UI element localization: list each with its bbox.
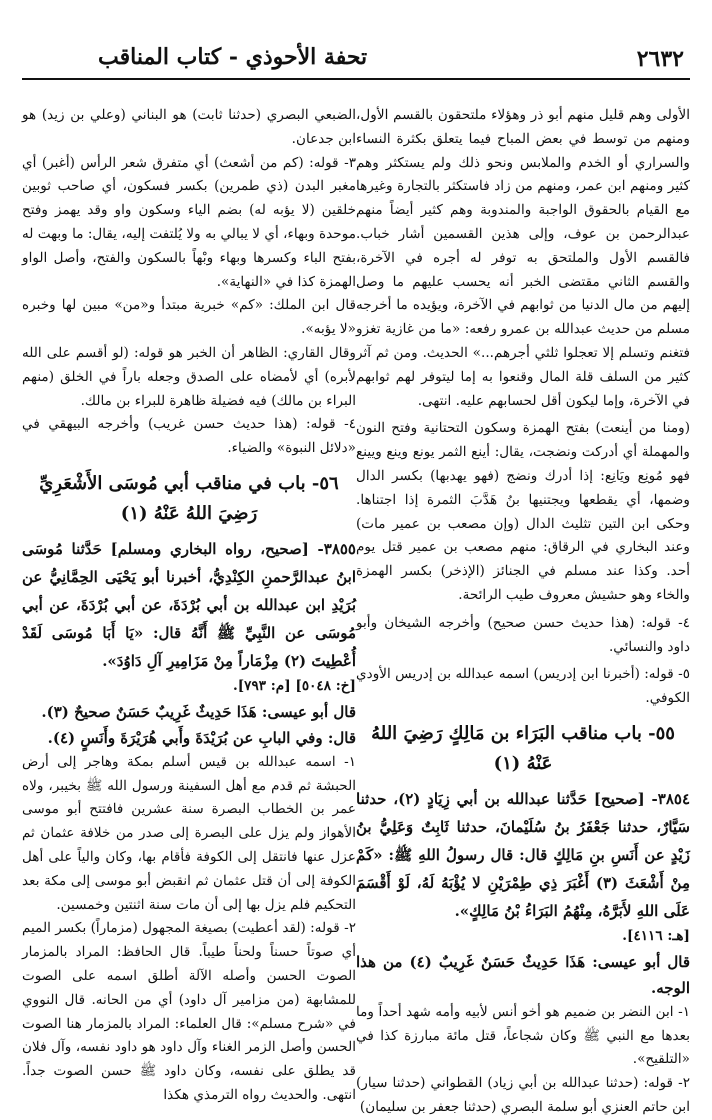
footnote: ١- ابن النضر بن ضميم هو أخو أنس لأبيه وأمه شهد أحداً وما بعدها مع النبي ﷺ وكان شجاعاً، قتل مائة مبارزة كذا في «التلقيح».: [356, 1003, 690, 1068]
hadith-grading: قال أبو عيسى: هَذَا حَدِيثٌ غَرِيبٌ حَسَنٌ صحيحٌ (٣).: [41, 702, 356, 721]
chapter-heading-55: ٥٥- باب مناقب البَرَاء بن مَالِكٍ رَضِيَ اللهُ عَنْهُ (١): [371, 722, 675, 774]
left-column: [22, 104, 356, 1103]
paragraph: الضبعي البصري (حدثنا ثابت) هو البناني (وعلي بن زيد) هو ابن جدعان.: [22, 107, 356, 147]
footnote: ٢- قوله: (لقد أعطيت) بصيغة المجهول (مزماراً) بكسر الميم أي صوتاً حسناً ولحناً طيباً. قال الحافظ: المراد بالمزمار الصوت الحسن وأصله الآلة أطلق اسمه على الصوت للمشابهة (من مزامير آل داود) أي من الحانه. قال النووي في «شرح مسلم»: قال العلماء: المراد بالمزمار هنا الصوت الحسن وأصل الزمر الغناء وآل داود هو داود نفسه، وآل فلان قد يطلق على نفسه، وكان داود ﷺ حسن الصوت جداً. انتهى. والحديث رواه الترمذي هكذا: [22, 920, 356, 1103]
note: ٤- قوله: (هذا حديث حسن غريب) وأخرجه البيهقي في «دلائل النبوة» والضياء.: [22, 416, 356, 457]
chapter-heading-56: ٥٦- باب في مناقب أبي مُوسَى الأَشْعَرِيِّ رَضِيَ اللهُ عَنْهُ (١): [39, 472, 339, 524]
running-title: تحفة الأحوذي - كتاب المناقب: [98, 44, 368, 70]
note: ٣- قوله: (كم من أشعث) أي متفرق شعر الرأس (أغبر) أي مغبر البدن (ذي طمرين) بكسر فسكون، أي صاحب ثوبين خلقين (لا يؤبه له) بضم الياء وسكون واو وقد يهمز وفتح موحدة وبهاء، أي لا يبالي به ولا يُلتفت إليه، يقال: ما وبهت له بفتح الباء وكسرها وبهاء وبْهاً بالسكون والفتح، وأصل الواو الهمزة كذا في «النهاية».: [22, 154, 356, 290]
hadith-3855: ٣٨٥٥- [صحيح، رواه البخاري ومسلم] حَدَّثنا مُوسَى ابنُ عبدالرَّحمنِ الكِنْدِيُّ، أخبرنا أبو يَحْيَى الحِمَّانِيُّ عن بُرَيْدِ ابن عبدالله بن أبي بُرْدَةَ، عن أبي بُرْدَةَ، عن أبي مُوسَى عن النَّبِيِّ ﷺ أَنَّهُ قال: «يَا أَبَا مُوسَى لَقَدْ أُعْطِيتَ (٢) مِزْمَاراً مِنْ مَزَامِيرِ آلِ دَاوُدَ».: [22, 539, 356, 670]
paragraph: (ومنا من أينعت) بفتح الهمزة وسكون التحتانية وفتح النون والمهملة أي أدركت ونضجت، يقال: أينع الثمر يونع وينع ويينع فهو مُونِع ويَانِع: إذا أدرك ونضج (فهو يهدبها) بكسر الدال وضمها، أي يقطعها ويجتنيها بنُ هَدَّبَ الثمرة إذا اجتناها. وحكى ابن التين تثليث الدال (وإن مصعب بن عمير مات) وعند البخاري في الرقاق: منهم مصعب بن عمير قتل يوم أحد. وكذا عند مسلم في الجنائز (الإذخر) بكسر الهمزة والخاء وهو حشيش معروف طيب الرائحة.: [356, 420, 690, 603]
page-header: [22, 38, 690, 80]
footnote: ٢- قوله: (حدثنا عبدالله بن أبي زياد) القطواني (حدثنا سيار) ابن حاتم العنزي أبو سلمة البصري (حدثنا جعفر بن سليمان): [356, 1075, 690, 1115]
page-number: ٢٦٣٢: [636, 46, 684, 72]
hadith-reference: [هـ: ٤١١٦].: [622, 927, 690, 944]
note: ٤- قوله: (هذا حديث حسن صحيح) وأخرجه الشيخان وأبو داود والنسائي.: [356, 614, 690, 655]
right-column: [356, 104, 691, 1115]
hadith-grading: قال أبو عيسى: هَذَا حَدِيثٌ حَسَنٌ غَرِيبٌ (٤) من هذا الوجه.: [356, 952, 690, 997]
note: قال ابن الملك: «كم» خبرية مبتدأ و«من» مبين لها وخبره «لا يؤبه».: [22, 297, 356, 338]
paragraph: الأولى وهم قليل منهم أبو ذر وهؤلاء ملتحقون بالقسم الأول، ومنهم من توسط في بعض المباح فيما يتعلق بكثرة النساء والسراري أو الخدم والملابس ونحو ذلك ولم يستكثر وهم كثير ومنهم ابن عمر، ومنهم من زاد فاستكثر بالتجارة وغيرها مع القيام بالحقوق الواجبة والمندوبة وهم كثير أيضاً منهم عبدالرحمن بن عوف، وإلى هذين القسمين أشار خباب. فالقسم الأول والملتحق به توفر له أجره في الآخرة، والقسم الثاني مقتضى الخبر أنه يحسب عليهم ما وصل إليهم من مال الدنيا من ثوابهم في الآخرة، ويؤيده ما أخرجه مسلم من حديث عبدالله بن عمرو رفعه: «ما من غازية تغزو فتغنم وتسلم إلا تعجلوا ثلثي أجرهم...» الحديث. ومن ثم آثر كثير من السلف قلة المال وقنعوا به إما ليتوفر لهم ثوابهم في الآخرة، وإما ليكون أقل لحسابهم عليه. انتهى.: [356, 107, 690, 409]
note: وقال القاري: الظاهر أن الخبر هو قوله: (لو أقسم على الله لأبره) أي لأمضاه على الصدق وجعله باراً في الخلق (منهم البراء بن مالك) فيه فضيلة ظاهرة للبراء بن مالك.: [22, 344, 356, 409]
hadith-reference: [خ: ٥٠٤٨] [م: ٧٩٣].: [232, 677, 356, 694]
note: ٥- قوله: (أخبرنا ابن إدريس) اسمه عبدالله بن إدريس الأودي الكوفي.: [356, 666, 690, 707]
hadith-3854: ٣٨٥٤- [صحيح] حَدَّثنا عبدالله بن أبي زِيَادٍ (٢)، حدثنا سَيَّارٌ، حدثنا جَعْفَرُ بنُ سُلَيْمانَ، حدثنا ثَابِتٌ وَعَلِيُّ بنُ زَيْدٍ عن أَنَسِ بنِ مَالِكٍ قال: قال رسولُ اللهِ ﷺ: «كَمْ مِنْ أَشْعَثَ (٣) أَغْبَرَ ذِي طِمْرَيْنِ لا يُؤْبَهُ لَهُ، لَوْ أَقْسَمَ عَلَى اللهِ لأَبَرَّهُ، مِنْهُمُ البَرَاءُ بْنُ مَالِكٍ».: [356, 789, 691, 920]
hadith-chapter-note: قال: وفي البابِ عن بُرَيْدَةَ وأَبي هُرَيْرَةَ وأَنَسٍ (٤).: [47, 728, 356, 747]
footnote: ١- اسمه عبدالله بن قيس أسلم بمكة وهاجر إلى أرض الحبشة ثم قدم مع أهل السفينة ورسول الله ﷺ بخيبر، ولاه عمر بن الخطاب البصرة سنة عشرين فافتتح أبو موسى الأهواز ولم يزل على البصرة إلى صدر من خلافة عثمان ثم عزل عنها فانتقل إلى الكوفة فأقام بها، وكان والياً على أهل الكوفة إلى أن قتل عثمان ثم انقبض أبو موسى إلى مكة بعد التحكيم فلم يزل بها إلى أن مات سنة اثنتين وخمسين.: [22, 753, 356, 913]
